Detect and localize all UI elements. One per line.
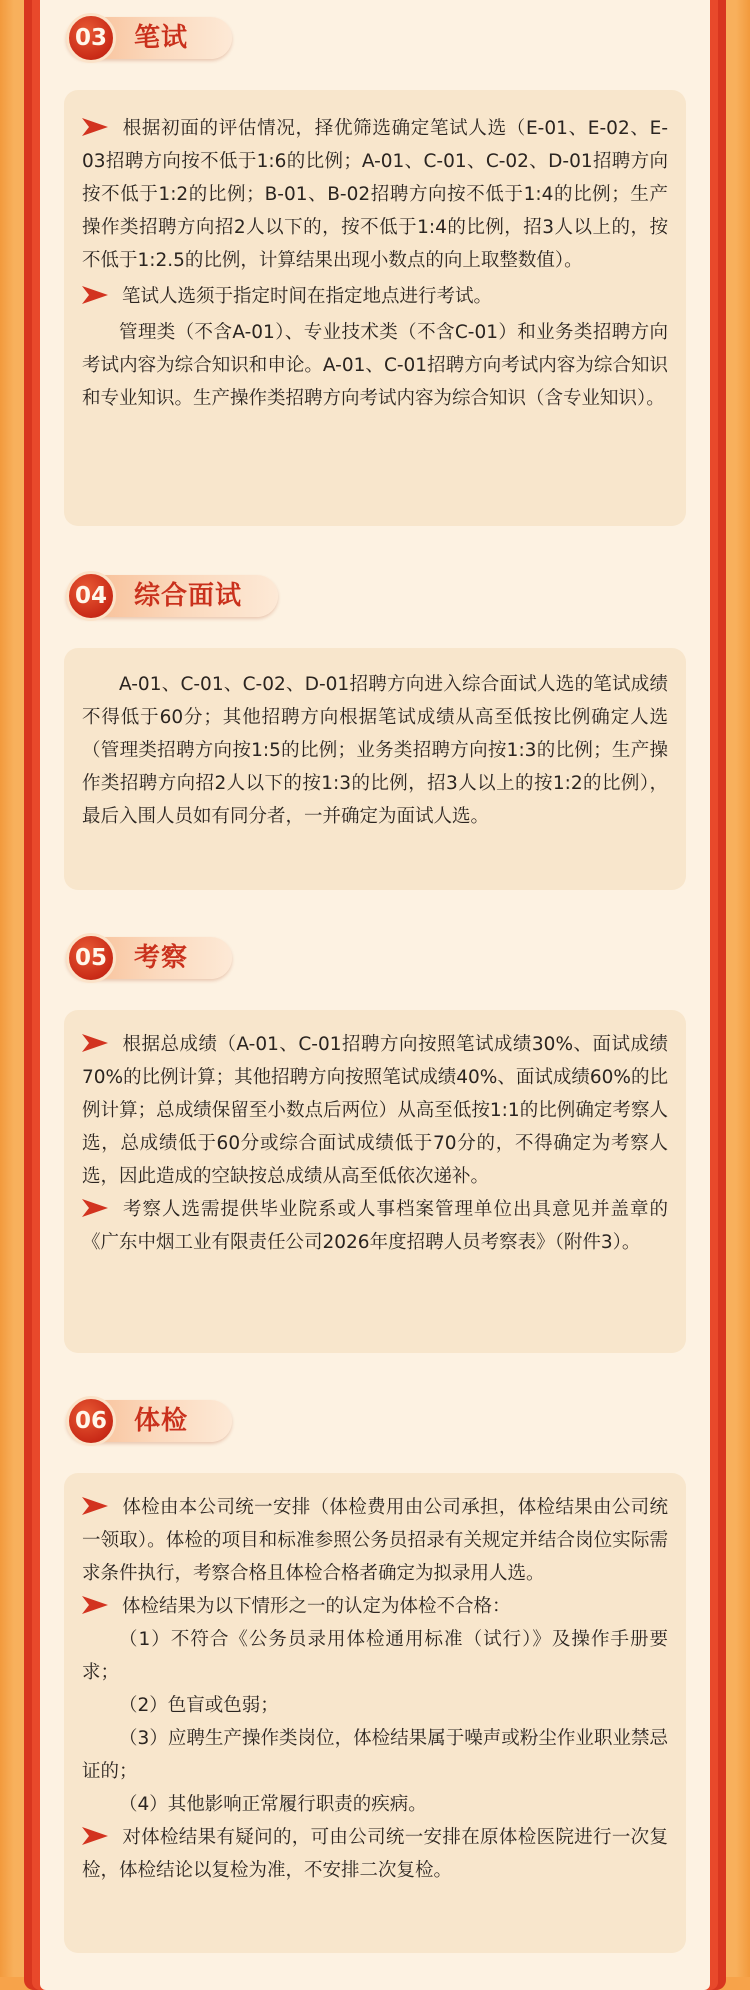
arrow-icon bbox=[82, 286, 108, 304]
section-header-comprehensive-interview bbox=[66, 571, 278, 621]
list-item: （4）其他影响正常履行职责的疾病。 bbox=[119, 1794, 427, 1815]
card-paragraph: 管理类（不含A-01）、专业技术类（不含C-01）和业务类招聘方向考试内容为综合知识和申论。A-01、C-01招聘方向考试内容为综合知识和专业知识。生产操作类招聘方向考试内容为综合知识（含专业知识）。 bbox=[82, 322, 668, 409]
arrow-icon bbox=[82, 1596, 108, 1614]
list-item: （1）不符合《公务员录用体检通用标准（试行）》及操作手册要求； bbox=[82, 1629, 668, 1683]
section-number-badge: 05 bbox=[66, 933, 116, 983]
paragraph-text: 体检由本公司统一安排（体检费用由公司承担，体检结果由公司统一领取）。体检的项目和标准参照公务员招录有关规定并结合岗位实际需求条件执行，考察合格且体检合格者确定为拟录用人选。 bbox=[82, 1497, 668, 1584]
paragraph-text: 考察人选需提供毕业院系或人事档案管理单位出具意见并盖章的《广东中烟工业有限责任公司2026年度招聘人员考察表》（附件3）。 bbox=[82, 1199, 668, 1253]
list-item: （2）色盲或色弱； bbox=[119, 1695, 279, 1716]
card-paragraph bbox=[82, 1028, 668, 1193]
arrow-icon bbox=[82, 1497, 108, 1515]
section-header-written-exam bbox=[66, 13, 232, 63]
arrow-icon bbox=[82, 118, 108, 136]
paragraph-text: 对体检结果有疑问的，可由公司统一安排在原体检医院进行一次复检，体检结论以复检为准，不安排二次复检。 bbox=[82, 1827, 668, 1881]
section-card-written-exam bbox=[64, 90, 686, 526]
section-number-badge: 03 bbox=[66, 13, 116, 63]
card-paragraph bbox=[82, 1193, 668, 1259]
section-number-badge: 04 bbox=[66, 571, 116, 621]
list-item: （3）应聘生产操作类岗位，体检结果属于噪声或粉尘作业职业禁忌证的； bbox=[82, 1728, 668, 1782]
section-card-investigation bbox=[64, 1010, 686, 1353]
section-header-medical-exam bbox=[66, 1396, 232, 1446]
card-paragraph bbox=[82, 1590, 668, 1623]
arrow-icon bbox=[82, 1034, 108, 1052]
card-paragraph: A-01、C-01、C-02、D-01招聘方向进入综合面试人选的笔试成绩不得低于60分；其他招聘方向根据笔试成绩从高至低按比例确定人选（管理类招聘方向按1:5的比例；业务类招聘方向按1:3的比例；生产操作类招聘方向招2人以下的按1:3的比例，招3人以上的按1:2的比例），最后入围人员如有同分者，一并确定为面试人选。 bbox=[82, 674, 668, 827]
section-title: 笔试 bbox=[134, 23, 189, 53]
section-card-comprehensive-interview bbox=[64, 648, 686, 890]
paragraph-text: 笔试人选须于指定时间在指定地点进行考试。 bbox=[122, 286, 493, 307]
card-paragraph bbox=[82, 112, 668, 277]
section-title: 考察 bbox=[134, 943, 189, 973]
arrow-icon bbox=[82, 1827, 108, 1845]
section-title: 体检 bbox=[134, 1406, 189, 1436]
arrow-icon bbox=[82, 1199, 108, 1217]
paragraph-text: 根据初面的评估情况，择优筛选确定笔试人选（E-01、E-02、E-03招聘方向按不低于1:6的比例；A-01、C-01、C-02、D-01招聘方向按不低于1:2的比例；B-01、B-02招聘方向按不低于1:4的比例；生产操作类招聘方向招2人以下的，按不低于1:4的比例，招3人以上的，按不低于1:2.5的比例，计算结果出现小数点的向上取整数值）。 bbox=[82, 118, 668, 271]
paragraph-text: 体检结果为以下情形之一的认定为体检不合格： bbox=[122, 1596, 511, 1617]
card-paragraph bbox=[82, 1491, 668, 1590]
section-header-investigation bbox=[66, 933, 232, 983]
paragraph-text: 根据总成绩（A-01、C-01招聘方向按照笔试成绩30%、面试成绩70%的比例计算；其他招聘方向按照笔试成绩40%、面试成绩60%的比例计算；总成绩保留至小数点后两位）从高至低按1:1的比例确定考察人选，总成绩低于60分或综合面试成绩低于70分的，不得确定为考察人选，因此造成的空缺按总成绩从高至低依次递补。 bbox=[82, 1034, 668, 1187]
section-number-badge: 06 bbox=[66, 1396, 116, 1446]
section-title: 综合面试 bbox=[134, 581, 243, 611]
section-card-medical-exam bbox=[64, 1473, 686, 1953]
card-paragraph bbox=[82, 280, 668, 313]
card-paragraph bbox=[82, 1821, 668, 1887]
